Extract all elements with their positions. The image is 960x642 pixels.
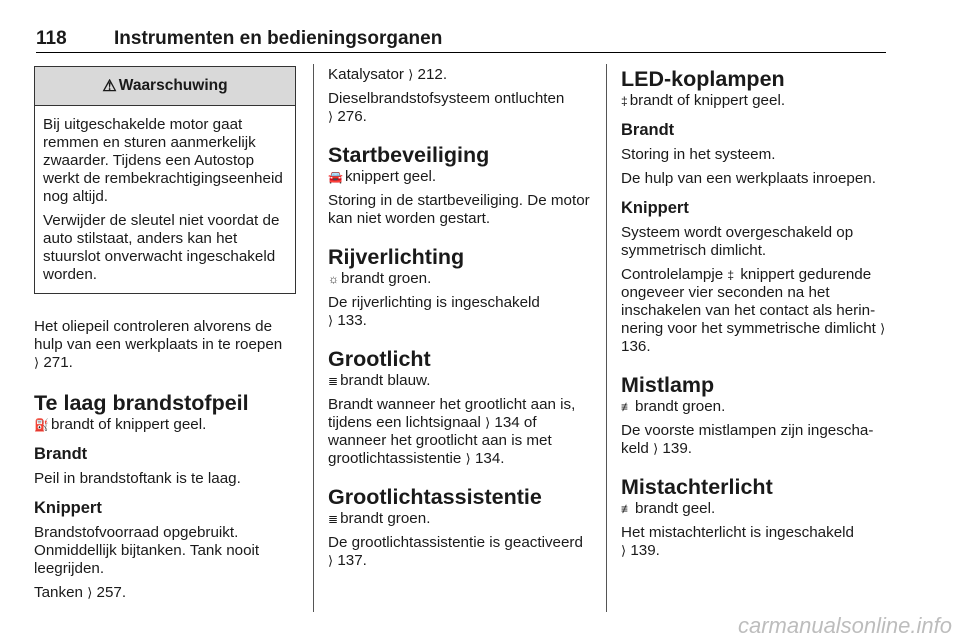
fuel-tank-paragraph: Tanken ⟩ 257. [34, 584, 127, 601]
column-2 [328, 66, 590, 570]
fuel-knippert-heading: Knippert [34, 499, 102, 517]
page-title: Instrumenten en bedieningsorganen [114, 28, 443, 49]
rear-fog-lamp-icon: ≢ [621, 502, 633, 516]
led-reference[interactable]: 136. [621, 338, 651, 355]
daylight-text: De rijverlichting is ingeschakeld ⟩ 133. [328, 294, 540, 329]
reference-arrow-icon: ⟩ [880, 321, 886, 336]
fuel-knippert-text: Brandstofvoorraad opgebruikt. Onmiddellijk bijtanken. Tank nooit leegrijden. [34, 524, 260, 577]
reference-arrow-icon: ⟩ [621, 543, 627, 558]
foglamp-heading: Mistlamp [621, 373, 715, 397]
reference-arrow-icon: ⟩ [465, 451, 471, 466]
warning-text-2: Verwijder de sleutel niet voordat de auto stilstaat, anders kan het stuurslot onverwacht ingeschakeld worden. [43, 212, 280, 283]
daylight-lamp-icon: ☼ [328, 272, 339, 286]
oil-reference[interactable]: 271. [43, 354, 73, 371]
led-heading: LED-koplampen [621, 67, 785, 91]
highbeam-heading: Grootlicht [328, 347, 431, 371]
highbeam-assist-heading: Grootlichtassistentie [328, 485, 542, 509]
diesel-reference[interactable]: 276. [337, 108, 367, 125]
column-divider-2 [606, 64, 607, 612]
immobilizer-text: Storing in de startbeveiliging. De motor kan niet worden gestart. [328, 192, 590, 227]
front-fog-lamp-icon: ≢ [621, 400, 633, 414]
fuel-status: ⛽ brandt of knippert geel. [34, 416, 207, 433]
fuel-brandt-heading: Brandt [34, 445, 88, 463]
rear-fog-text: Het mistachterlicht is ingeschakeld ⟩ 139. [621, 524, 854, 559]
highbeam-assist-text: De grootlichtassistentie is geactiveerd ⟩ 137. [328, 534, 583, 569]
highbeam-text: Brandt wanneer het grootlicht aan is, tijdens een lichtsignaal ⟩ 134 of wanneer het grootlicht aan is met grootlichtassistentie ⟩ 134. [328, 396, 576, 467]
fuel-heading: Te laag brandstofpeil [34, 391, 249, 415]
warning-text-1: Bij uitgeschakelde motor gaat remmen en sturen aanmerkelijk zwaarder. Tijdens een Autostop werkt de rembekrachtigingseenheid nog altijd. [43, 116, 283, 205]
warning-body [35, 106, 295, 293]
column-1 [34, 66, 296, 602]
rear-fog-reference[interactable]: 139. [630, 542, 660, 559]
led-status: ‡ brandt of knippert geel. [621, 92, 786, 109]
reference-arrow-icon: ⟩ [328, 553, 334, 568]
daylight-reference[interactable]: 133. [337, 312, 367, 329]
immobilizer-heading: Startbeveiliging [328, 143, 490, 167]
led-headlamp-icon: ‡ [727, 268, 735, 282]
highbeam-reference-1[interactable]: 134 of [494, 414, 537, 431]
reference-arrow-icon: ⟩ [328, 109, 334, 124]
warning-title: Waarschuwing [118, 77, 228, 94]
foglamp-reference[interactable]: 139. [662, 440, 692, 457]
foglamp-status: ≢ brandt groen. [621, 398, 726, 415]
catalyst-paragraph: Katalysator ⟩ 212. [328, 66, 448, 83]
reference-arrow-icon: ⟩ [653, 441, 659, 456]
page-header [36, 26, 886, 52]
header-rule [36, 52, 886, 53]
led-knippert-text-2: Controlelampje ‡ knippert gedurende ongeveer vier seconden na het inschakelen van het contact als herinnering voor het symmetrische dimlicht ⟩ 136. [621, 266, 886, 355]
highbeam-status: ≣ brandt blauw. [328, 372, 431, 389]
warning-header [35, 67, 295, 106]
reference-arrow-icon: ⟩ [87, 585, 93, 600]
rear-fog-status: ≢ brandt geel. [621, 500, 716, 517]
highbeam-reference-2[interactable]: 134. [474, 450, 505, 467]
fuel-brandt-text: Peil in brandstoftank is te laag. [34, 470, 241, 487]
rear-fog-heading: Mistachterlicht [621, 475, 773, 499]
oil-text: Het oliepeil controleren alvorens de hulp van een werkplaats in te roepen [34, 318, 283, 353]
daylight-heading: Rijverlichting [328, 245, 465, 269]
warning-box [34, 66, 296, 294]
highbeam-assist-reference[interactable]: 137. [337, 552, 367, 569]
daylight-status: ☼ brandt groen. [328, 270, 432, 287]
foglamp-text: De voorste mistlampen zijn ingeschakeld ⟩ 139. [621, 422, 874, 457]
highbeam-assist-status: ≣ brandt groen. [328, 510, 431, 527]
led-knippert-heading: Knippert [621, 199, 689, 217]
high-beam-assist-icon: ≣ [328, 512, 339, 526]
column-3 [621, 66, 889, 560]
led-headlamp-icon: ‡ [621, 94, 628, 108]
reference-arrow-icon: ⟩ [485, 415, 491, 430]
diesel-paragraph: Dieselbrandstofsysteem ontluchten ⟩ 276. [328, 90, 565, 125]
led-brandt-heading: Brandt [621, 121, 675, 139]
led-brandt-text-1: Storing in het systeem. [621, 146, 776, 163]
catalyst-reference[interactable]: 212. [417, 66, 448, 83]
high-beam-icon: ≣ [328, 374, 339, 388]
led-brandt-text-2: De hulp van een werkplaats inroepen. [621, 170, 876, 187]
column-divider-1 [313, 64, 314, 612]
reference-arrow-icon: ⟩ [328, 313, 334, 328]
car-key-icon: 🚘 [328, 170, 343, 184]
watermark: carmanualsonline.info [737, 613, 952, 638]
page-number: 118 [36, 28, 67, 49]
tank-reference[interactable]: 257. [96, 584, 127, 601]
reference-arrow-icon: ⟩ [408, 67, 414, 82]
immobilizer-status: 🚘 knippert geel. [328, 168, 437, 185]
oil-paragraph [34, 318, 296, 372]
reference-arrow-icon: ⟩ [34, 355, 40, 370]
fuel-pump-icon: ⛽ [34, 418, 49, 432]
warning-triangle-icon: ⚠ [102, 78, 117, 95]
led-knippert-text-1: Systeem wordt overgeschakeld op symmetrisch dimlicht. [621, 224, 854, 259]
